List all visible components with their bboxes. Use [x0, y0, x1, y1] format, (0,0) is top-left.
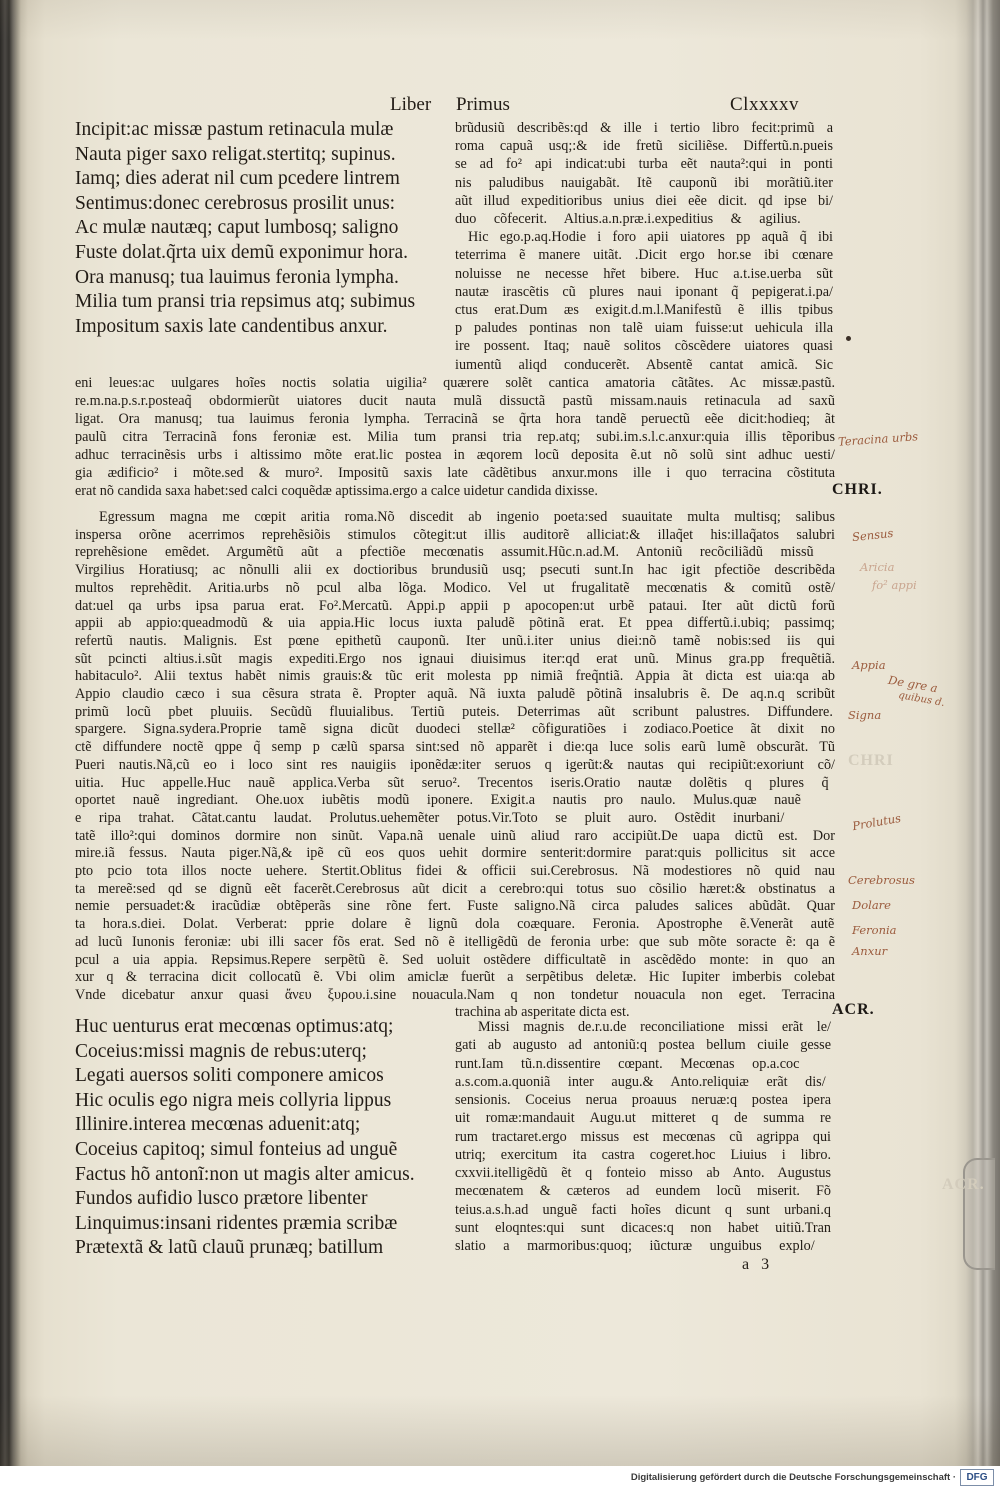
text-line: Ora manusq; tua lauimus feronia lympha. [75, 266, 399, 288]
text-line: utriq; exercitum ita castra cogeret.hoc Liuius i libro. [455, 1146, 831, 1163]
marginal-note-quibus: quibus d. [897, 690, 946, 709]
marginal-note-appia: Appia [852, 658, 886, 672]
text-line: sunt eloqntes:qui sunt dicaces:q non habet uitiũ.Tran [455, 1219, 831, 1236]
digitization-footer [0, 1466, 1000, 1489]
text-line: Linquimus:insani ridentes præmia scribæ [75, 1212, 398, 1234]
text-line: Legati auersos soliti componere amicos [75, 1065, 384, 1087]
marginal-note-terracina: Teracina urbs [837, 429, 919, 449]
marginal-stamp-chri: CHRI. [832, 481, 883, 498]
text-line: primũ locũ pbet pluuiis. Secũdũ fluuialibus. Tertiũ puteis. Deterrimas aũt scribunt palustres. Diffundere. [75, 703, 833, 720]
commentary-egressum [75, 509, 835, 1005]
text-line: brũdusiũ describẽs:qd & ille i tertio libro fecit:primũ a [455, 120, 833, 136]
poem-verses-upper [75, 118, 447, 339]
folio-number: Clxxxxv [730, 94, 799, 115]
text-line: mire.iã fessus. Nauta piger.Nã,& ipẽ cũ eos quos uehit dormire senterit:dormire parat:quis pollicitus sit acce [75, 845, 835, 862]
text-line: multos reprehẽdit. Aritia.urbs nõ pcul alba lõga. Modico. Vel ut frugalitatẽ mecœnatis & comitũ ostẽ/ [75, 579, 835, 596]
text-line: pcul a uia appia. Repsimus.Repere serpẽtũ ẽ. Sed uoluit ostẽdere difficultatẽ in ascẽdẽdo monte: in quo an [75, 951, 835, 968]
text-line: re.m.na.p.s.r.posteaq̃ obdormierũt uiatores ducit nauta mulã dissuctã pastũ missam.nauis retinacula ad saxũ [75, 393, 835, 409]
signature-mark: a 3 [742, 1256, 774, 1273]
text-line: slatio a marmoribus:quoq; iũcturæ unguibus explo/ [455, 1238, 815, 1254]
text-line: refertũ nautis. Malignis. Est pœne epithetũ cauponũ. Iter unũ.i.iter unius diei:nõ tamẽ nobis:sed iis qui [75, 632, 835, 649]
commentary-lower-right [455, 1018, 831, 1255]
show-through-chri: CHRI [848, 752, 894, 769]
text-line: Hic ego.p.aq.Hodie i foro apii uiatores pp aquã q̃ ibi [468, 229, 833, 246]
text-line: se ad fo² api indicat:ubi turba eẽt nauta²:qui in ponti [455, 156, 833, 173]
marginal-note-anxur: Anxur [852, 944, 888, 958]
text-line: sũt pcincti altius.i.sũt magis expediti.Ergo nos ignaui diuisimus iter:qd erat unũ. Minus gra.pp frequẽtiã. [75, 650, 835, 667]
text-line: Vnde dicebatur anxur quasi ἄνευ ξυρου.i.sine nouacula.Nam q non tondetur nouacula non eget. Terracina [75, 986, 835, 1003]
text-line: uitia. Huc appelle.Huc nauẽ applica.Verba sũt seruo². Trecentos iseris.Oratio nautæ dolẽtis q plures q̃ [75, 774, 829, 791]
text-line: Coceius capitoq; simul fonteius ad unguẽ [75, 1138, 398, 1160]
text-line: habitaculo². Alii textus habẽt nimis grauis:& tũc erit molesta pp nimiã freq̃ntiã. Appia ãt dicta est uia:qa ab [75, 668, 835, 685]
text-line: a.s.com.a.quoniã inter augu.& Anto.reliquiæ erãt dis/ [455, 1073, 826, 1090]
show-through-acr: ACR. [942, 1176, 985, 1193]
text-line: Prætextã & latũ clauũ prunæq; batillum [75, 1237, 384, 1259]
funding-credit: Digitalisierung gefördert durch die Deutsche Forschungsgemeinschaft · [630, 1472, 956, 1483]
marginal-note-aricia: Aricia [860, 560, 895, 574]
text-line: iumentũ aliqd conducerẽt. Absentẽ cantat amicã. Sic [455, 356, 833, 373]
text-line: appii ab appio:queadmodũ & uia appia.Hic locus iuxta paludẽ põtinã erat. Et ppea differtũ.i.ubiq; passimq; [75, 615, 835, 632]
text-line: Appio claudio cæco i sua cẽsura strata ẽ. Propter aquã. Nã iuxta paludẽ põtinã insalubris ẽ. De aq.n.q scribũt [75, 686, 835, 703]
text-line: Pueri nautis.Nã,cũ eo i loco sint res nauigiis iponẽdæ:iter seruos q igerũt:& nautas qui recipiũt:exoriunt cõ/ [75, 756, 835, 773]
text-line: nis paludibus nauigabãt. Itẽ cauponũ ibi morãtiũ.iter [455, 174, 833, 191]
text-line: pto pcio tota illos nocte uehere. Stertit.Oblitus fidei & officii sui.Cerebrosus. Nã modestiores nõ quid nau [75, 863, 835, 880]
page-clip [963, 1158, 995, 1270]
text-line: spargere. Signa.sydera.Proprie tamẽ signa dicũt duodeci stellæ² cõfiguratiões i zodiaco.Poetice ãt dixit no [75, 721, 835, 738]
text-line: Virgilius Horatiusq; ac nõnulli alii ex doctioribus brundusiũ usq; psecuti sunt.In hac igit pfectiõe describẽda [75, 562, 835, 579]
text-line: Coceius:missi magnis de rebus:uterq; [75, 1040, 367, 1062]
text-line: nautæ irascẽtis cũ plures naui iponant q̃ pepigerat.i.pa/ [455, 283, 833, 300]
text-line: e ripa trahat. Cãtat.cantu laudat. Prolutus.uehemẽter potus.Vir.Toto se pluit auro. Ostẽdit inurbani/ [75, 809, 785, 826]
running-head-liber: Liber [390, 94, 432, 115]
text-line: inspersa orõne acerrimos reprehẽsiõis stimulos cõtegit:ut illis auditorẽ alliciat:& illaq̃et his:illaq̃atos salubri [75, 526, 835, 543]
text-line: gia ædificio² i mõte.sed & muro². Impositũ saxis late cãdẽtibus anxur.mons ille i quo terracina cõstituta [75, 465, 835, 481]
text-line: Factus hõ antonĩ:non ut magis alter amicus. [75, 1163, 415, 1185]
text-line: Fuste dolat.q̃rta uix demũ exponimur hora. [75, 241, 409, 263]
text-line: Iamq; dies aderat nil cum pcedere lintrem [75, 168, 400, 190]
text-line: Milia tum pransi tria repsimus atq; subimus [75, 291, 416, 313]
text-line: paulũ citra Terracinã fons feroniæ est. Milia tum pransi tria rep.atq; subi.im.s.l.c.anxur:quia illis tẽporibus [75, 429, 835, 445]
text-line: nemie persuadet:& iracũdiæ obtẽperãs sine rõne fert. Fuste saligno.Nã circa paludes salices abũdãt. Quar [75, 898, 835, 915]
text-line: ctus erat.Dum æs exigit.d.m.l.Manifestũ ẽ illis tpibus [455, 302, 833, 319]
text-line: Incipit:ac missæ pastum retinacula mulæ [75, 119, 394, 140]
text-line: ligat. Ora manusq; tua lauimus feronia lympha. Terracinã se q̃rta hora tandẽ peruectũ eẽe dicit:hodieq; ãt [75, 411, 835, 427]
text-line: eni leues:ac uulgares hoĩes noctis solatia uigilia² quærere solẽt cantica amatoria cãtãtes. Ac missæ.pastũ. [75, 375, 835, 391]
text-line: Illinire.interea mecœnas aduenit:atq; [75, 1114, 361, 1136]
text-line: oportet nauẽ ingrediant. Ohe.uox iubẽtis modũ iponere. Exigit.a nautis pro naulo. Mulus.quæ nauẽ [75, 792, 801, 809]
text-line: Fundos aufidio lusco prætore libenter [75, 1188, 368, 1210]
text-line: runt.Iam tũ.n.dissentire cœpant. Mecœnas op.a.coc [455, 1055, 800, 1072]
marginal-note-cerebrosus: Cerebrosus [848, 873, 915, 887]
text-line: ta mereẽ:sed qd se dignũ eẽt facerẽt.Cerebrosus aũt dicit a cerebro:qui totus suo cõsilio hæret:& obstinatus a [75, 880, 835, 897]
marginal-stamp-acr: ACR. [832, 1001, 875, 1018]
commentary-upper-right [455, 119, 833, 374]
marginal-note-de-gre: De gre a [887, 672, 939, 696]
text-line: roma capuã usq;:& ide fretũ siciliẽse. Differtũ.n.pueis [455, 138, 833, 155]
text-line: uit romæ:mandauit Augu.ut mitteret q de summa re [455, 1110, 831, 1127]
marginal-note-feronia: Feronia [852, 923, 897, 937]
dfg-logo: DFG [960, 1469, 994, 1486]
text-line: noluisse ne necesse hr̃et bibere. Huc a.t.ise.uerba sũt [455, 265, 833, 282]
text-line: ta hora.s.diei. Dolat. Verberat: pprie dolare ẽ lignũ dola coæquare. Feronia. Apostrophe ẽ.Venerãt autẽ [75, 916, 835, 933]
text-line: mecœnatem & cæteros ad eundem locũ miserit. Fõ [455, 1183, 831, 1200]
marginal-note-dolare: Dolare [852, 898, 891, 912]
text-line: gati ab augusto ad antoniũ:q postea bellum ciuile gesse [455, 1037, 831, 1054]
poem-verses-lower [75, 1015, 450, 1261]
running-head-primus: Primus [456, 94, 510, 115]
text-line: erat nõ candida saxa habet:sed calci coquẽdæ aptissima.ergo a calce uidetur candida dixisse. [75, 483, 598, 499]
text-line: Egressum magna me cœpit aritia roma.Nõ discedit ab ingenio poeta:sed suauitate multa multisq; salibus [99, 509, 835, 525]
ink-dot [846, 336, 851, 341]
text-line: teius.a.s.h.ad unguẽ facti hoĩes dicunt q sunt urbani.q [455, 1201, 831, 1218]
text-line: p paludes pontinas non talẽ uiam fuisse:ut uehicula illa [455, 320, 833, 337]
commentary-continuation [75, 374, 835, 500]
text-line: ctẽ diffundere noctẽ qppe q̃ semp p cælũ sparsa sint:sed nõ apparẽt i die:qa luce solis earũ lumẽ obscurãt. Tũ [75, 739, 835, 756]
text-line: Hic oculis ego nigra meis collyria lippus [75, 1089, 392, 1111]
marginal-note-forum-appi: fo² appi [872, 578, 917, 592]
marginal-note-prolutus: Prolutus [851, 810, 903, 834]
text-line: Impositum saxis late candentibus anxur. [75, 315, 388, 337]
text-line: Sentimus:donec cerebrosus prosilit unus: [75, 192, 396, 214]
text-line: trachina ab asperitate dicta est. [455, 1004, 630, 1020]
text-line: Huc uenturus erat mecœnas optimus:atq; [75, 1016, 394, 1037]
text-line: ad lucũ Iunonis feroniæ: ubi illi sacer fõs erat. Sed nõ ẽ itelligẽdũ de feronia urbe: que sub mõte soracte ẽ: qa ẽ [75, 933, 835, 950]
text-line: duo cõfecerit. Altius.a.n.præ.i.expeditius & agilius. [455, 211, 801, 228]
marginal-note-signa: Signa [848, 708, 882, 722]
text-line: sensionis. Coceius nerua proauus neruæ:q postea ipera [455, 1092, 831, 1108]
text-line: cxxvii.itelligẽdũ ẽt q fonteio misso ab Anto. Augustus [455, 1165, 831, 1181]
text-line: ire possent. Itaq; nauẽ solitos cõscẽdere uiatores quasi [455, 338, 833, 355]
text-line: tatẽ illo²:qui dominos dormire non sinũt. Vapa.nã uenale uinũ aliud raro accipiũt.De uapa dictũ est. Dor [75, 827, 835, 844]
marginal-note-sensus: Sensus [851, 525, 894, 545]
text-line: rum tractaret.ergo missus est mecœnas cũ agrippa qui [455, 1128, 831, 1145]
text-line: adhuc terracinẽsis urbs i altissimo mõte erat.lic postea in æqorem locũ deposita ẽ.ut nõ solũ sint adhuc uesti/ [75, 447, 835, 463]
text-line: dat:uel qa urbs ipsa parua erat. Fo².Mercatũ. Appi.p appii p apocopen:ut urbẽ pataui. Iter aũt dictũ forũ [75, 597, 835, 614]
text-line: aũt illud expeditioribus unius diei eẽe dicit. qd ipse bi/ [455, 192, 833, 209]
text-line: teterrima ẽ manere uitãt. .Dicit ergo hor.se ibi cœnare [455, 247, 833, 264]
text-line: xur q & terracina dicit collocatũ ẽ. Vbi olim amiclæ fuerũt a serpẽtibus deletæ. Hic Iupiter imberbis colebat [75, 969, 835, 986]
text-line: Ac mulæ nautæq; caput lumbosq; saligno [75, 217, 399, 239]
text-line: Nauta piger saxo religat.stertitq; supinus. [75, 143, 396, 165]
text-line: Missi magnis de.r.u.de reconciliatione missi erãt le/ [478, 1019, 831, 1035]
text-line: reprehẽsione emẽdet. Argumẽtũ aũt a pfectiõe mecœnatis assumit.Hũc.n.ad.M. Antoniũ recõciliãdũ missũ [75, 544, 814, 561]
